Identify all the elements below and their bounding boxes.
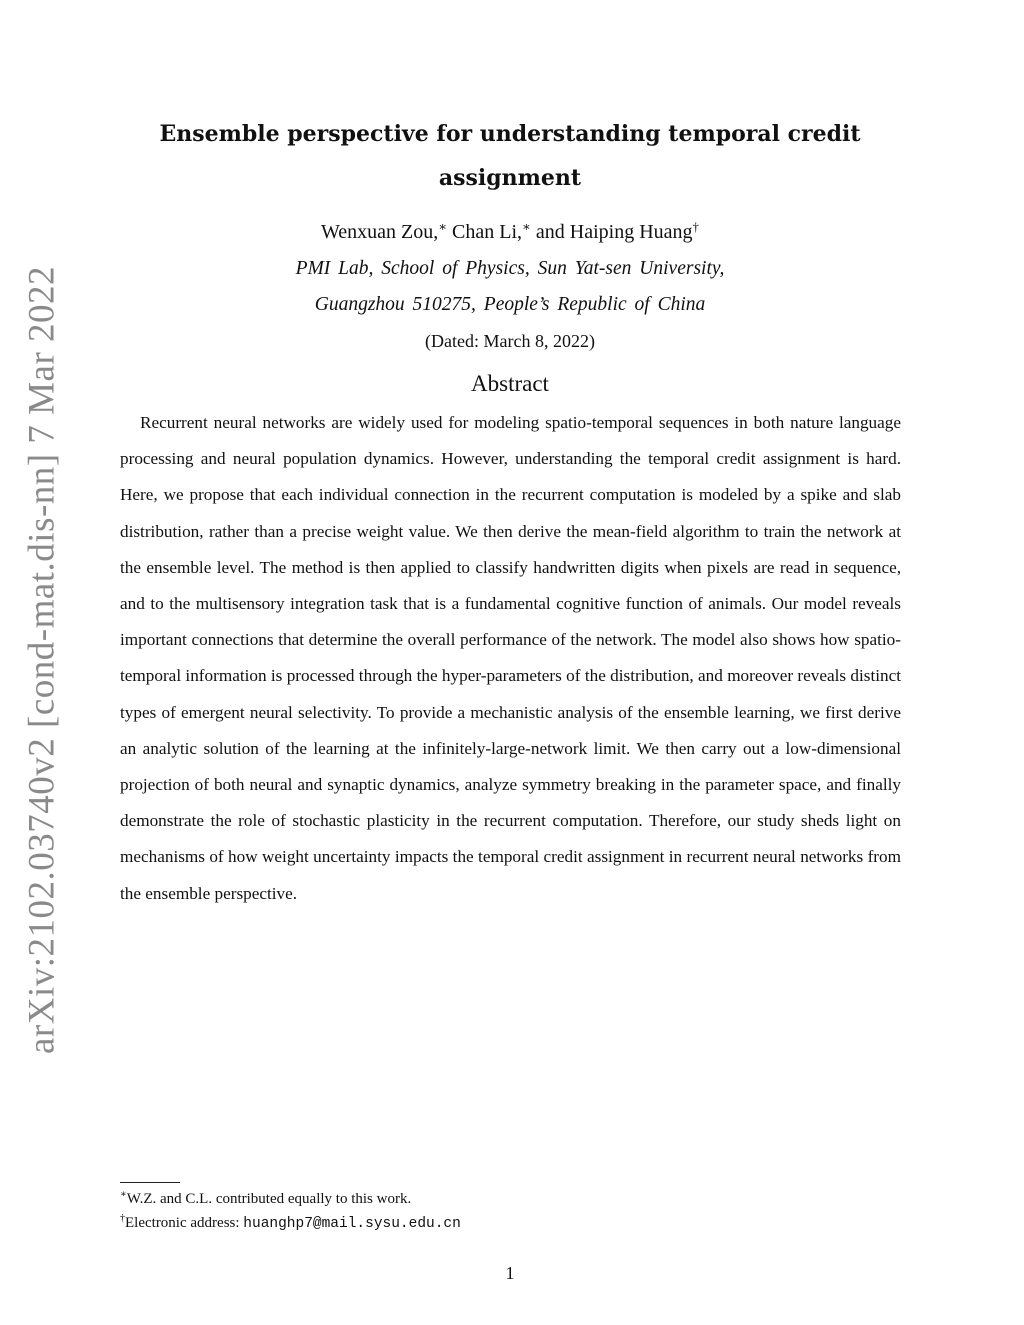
page-number: 1 bbox=[505, 1263, 515, 1283]
author-footnote-mark: † bbox=[692, 219, 700, 234]
author-footnote-mark: ∗ bbox=[522, 219, 531, 234]
footnote-equal-contribution bbox=[120, 1189, 900, 1209]
footnote-text: Electronic address: bbox=[125, 1215, 244, 1231]
title-line-2: assignment bbox=[438, 165, 582, 191]
author-name: Wenxuan Zou, bbox=[320, 221, 439, 243]
abstract-body: Recurrent neural networks are widely used for modeling spatio-temporal sequences in both nature language processing and neural population dynamics. However, understanding the temporal credit assignment is hard. Here, we propose that each individual connection in the recurrent computation is modeled by a spike and slab distribution, rather than a precise weight value. We then derive the mean-field algorithm to train the network at the ensemble level. The method is then applied to classify handwritten digits when pixels are read in sequence, and to the multisensory integration task that is a fundamental cognitive function of animals. Our model reveals important connections that determine the overall performance of the network. The model also shows how spatio-temporal information is processed through the hyper-parameters of the distribution, and moreover reveals distinct types of emergent neural selectivity. To provide a mechanistic analysis of the ensemble learning, we first derive an analytic solution of the learning at the infinitely-large-network limit. We then carry out a low-dimensional projection of both neural and synaptic dynamics, analyze symmetry breaking in the parameter space, and finally demonstrate the role of stochastic plasticity in the recurrent computation. Therefore, our study sheds light on mechanisms of how weight uncertainty impacts the temporal credit assignment in recurrent neural networks from the ensemble perspective. bbox=[120, 413, 901, 903]
author-name: Chan Li, bbox=[452, 221, 523, 243]
affiliation-line-1: PMI Lab, School of Physics, Sun Yat-sen University, bbox=[295, 258, 725, 279]
footnote-mark: ∗ bbox=[120, 1189, 127, 1200]
footnote-mark: † bbox=[120, 1213, 125, 1224]
footnote-email bbox=[120, 1213, 900, 1234]
author-list bbox=[120, 218, 900, 246]
abstract-heading: Abstract bbox=[471, 371, 549, 396]
footnote-rule bbox=[120, 1182, 180, 1183]
title-line-1: Ensemble perspective for understanding temporal credit bbox=[159, 121, 861, 147]
paper-title bbox=[120, 112, 900, 200]
arxiv-identifier-stamp: arXiv:2102.03740v2 [cond-mat.dis-nn] 7 Mar 2022 bbox=[21, 265, 63, 1055]
affiliation-line-2: Guangzhou 510275, People’s Republic of China bbox=[314, 294, 706, 315]
author-name: and Haiping Huang bbox=[535, 221, 693, 243]
date-line: (Dated: March 8, 2022) bbox=[425, 331, 595, 351]
email-address: huanghp7@mail.sysu.edu.cn bbox=[243, 1216, 461, 1232]
author-footnote-mark: ∗ bbox=[438, 219, 448, 234]
footnote-text: W.Z. and C.L. contributed equally to this work. bbox=[126, 1191, 412, 1207]
